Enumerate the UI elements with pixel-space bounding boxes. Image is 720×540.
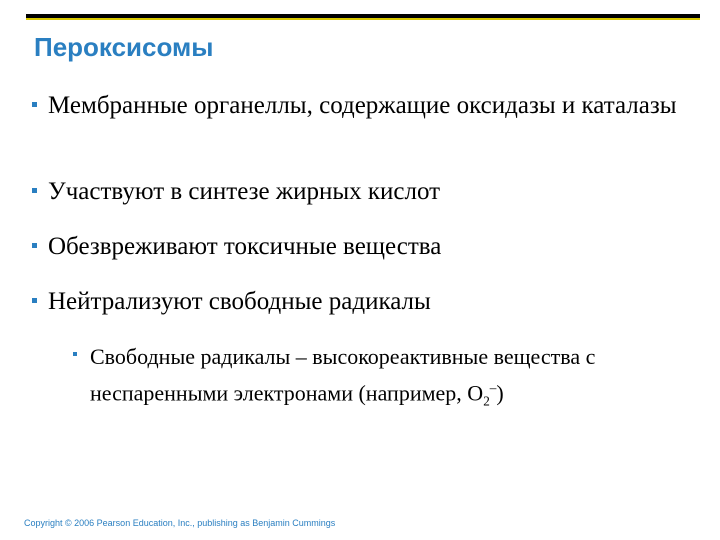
bullet-text: Обезвреживают токсичные вещества bbox=[48, 233, 442, 260]
bullet-text: Мембранные органеллы, содержащие оксидазы и каталазы bbox=[48, 92, 677, 119]
bullet-marker-icon bbox=[32, 188, 37, 193]
bullet-item bbox=[48, 229, 688, 265]
sub-bullet-item bbox=[90, 341, 630, 417]
copyright-footer: Copyright © 2006 Pearson Education, Inc., publishing as Benjamin Cummings bbox=[24, 518, 336, 528]
bullet-item bbox=[48, 174, 688, 210]
subscript-two: 2 bbox=[483, 393, 490, 409]
sub-bullet-text: Свободные радикалы – высокореактивные вещества с неспаренными электронами (например, O bbox=[90, 344, 596, 406]
bullet-item bbox=[48, 284, 688, 320]
closing-paren: ) bbox=[496, 380, 504, 406]
bullet-text: Участвуют в синтезе жирных кислот bbox=[48, 178, 441, 205]
sub-bullet-marker-icon bbox=[73, 352, 77, 356]
bullet-text: Нейтрализуют свободные радикалы bbox=[48, 288, 431, 315]
superscript-minus: – bbox=[489, 380, 497, 395]
bullet-item bbox=[48, 88, 688, 124]
bullet-marker-icon bbox=[32, 298, 37, 303]
bullet-marker-icon bbox=[32, 102, 37, 107]
bullet-marker-icon bbox=[32, 243, 37, 248]
slide-title: Пероксисомы bbox=[34, 32, 214, 62]
